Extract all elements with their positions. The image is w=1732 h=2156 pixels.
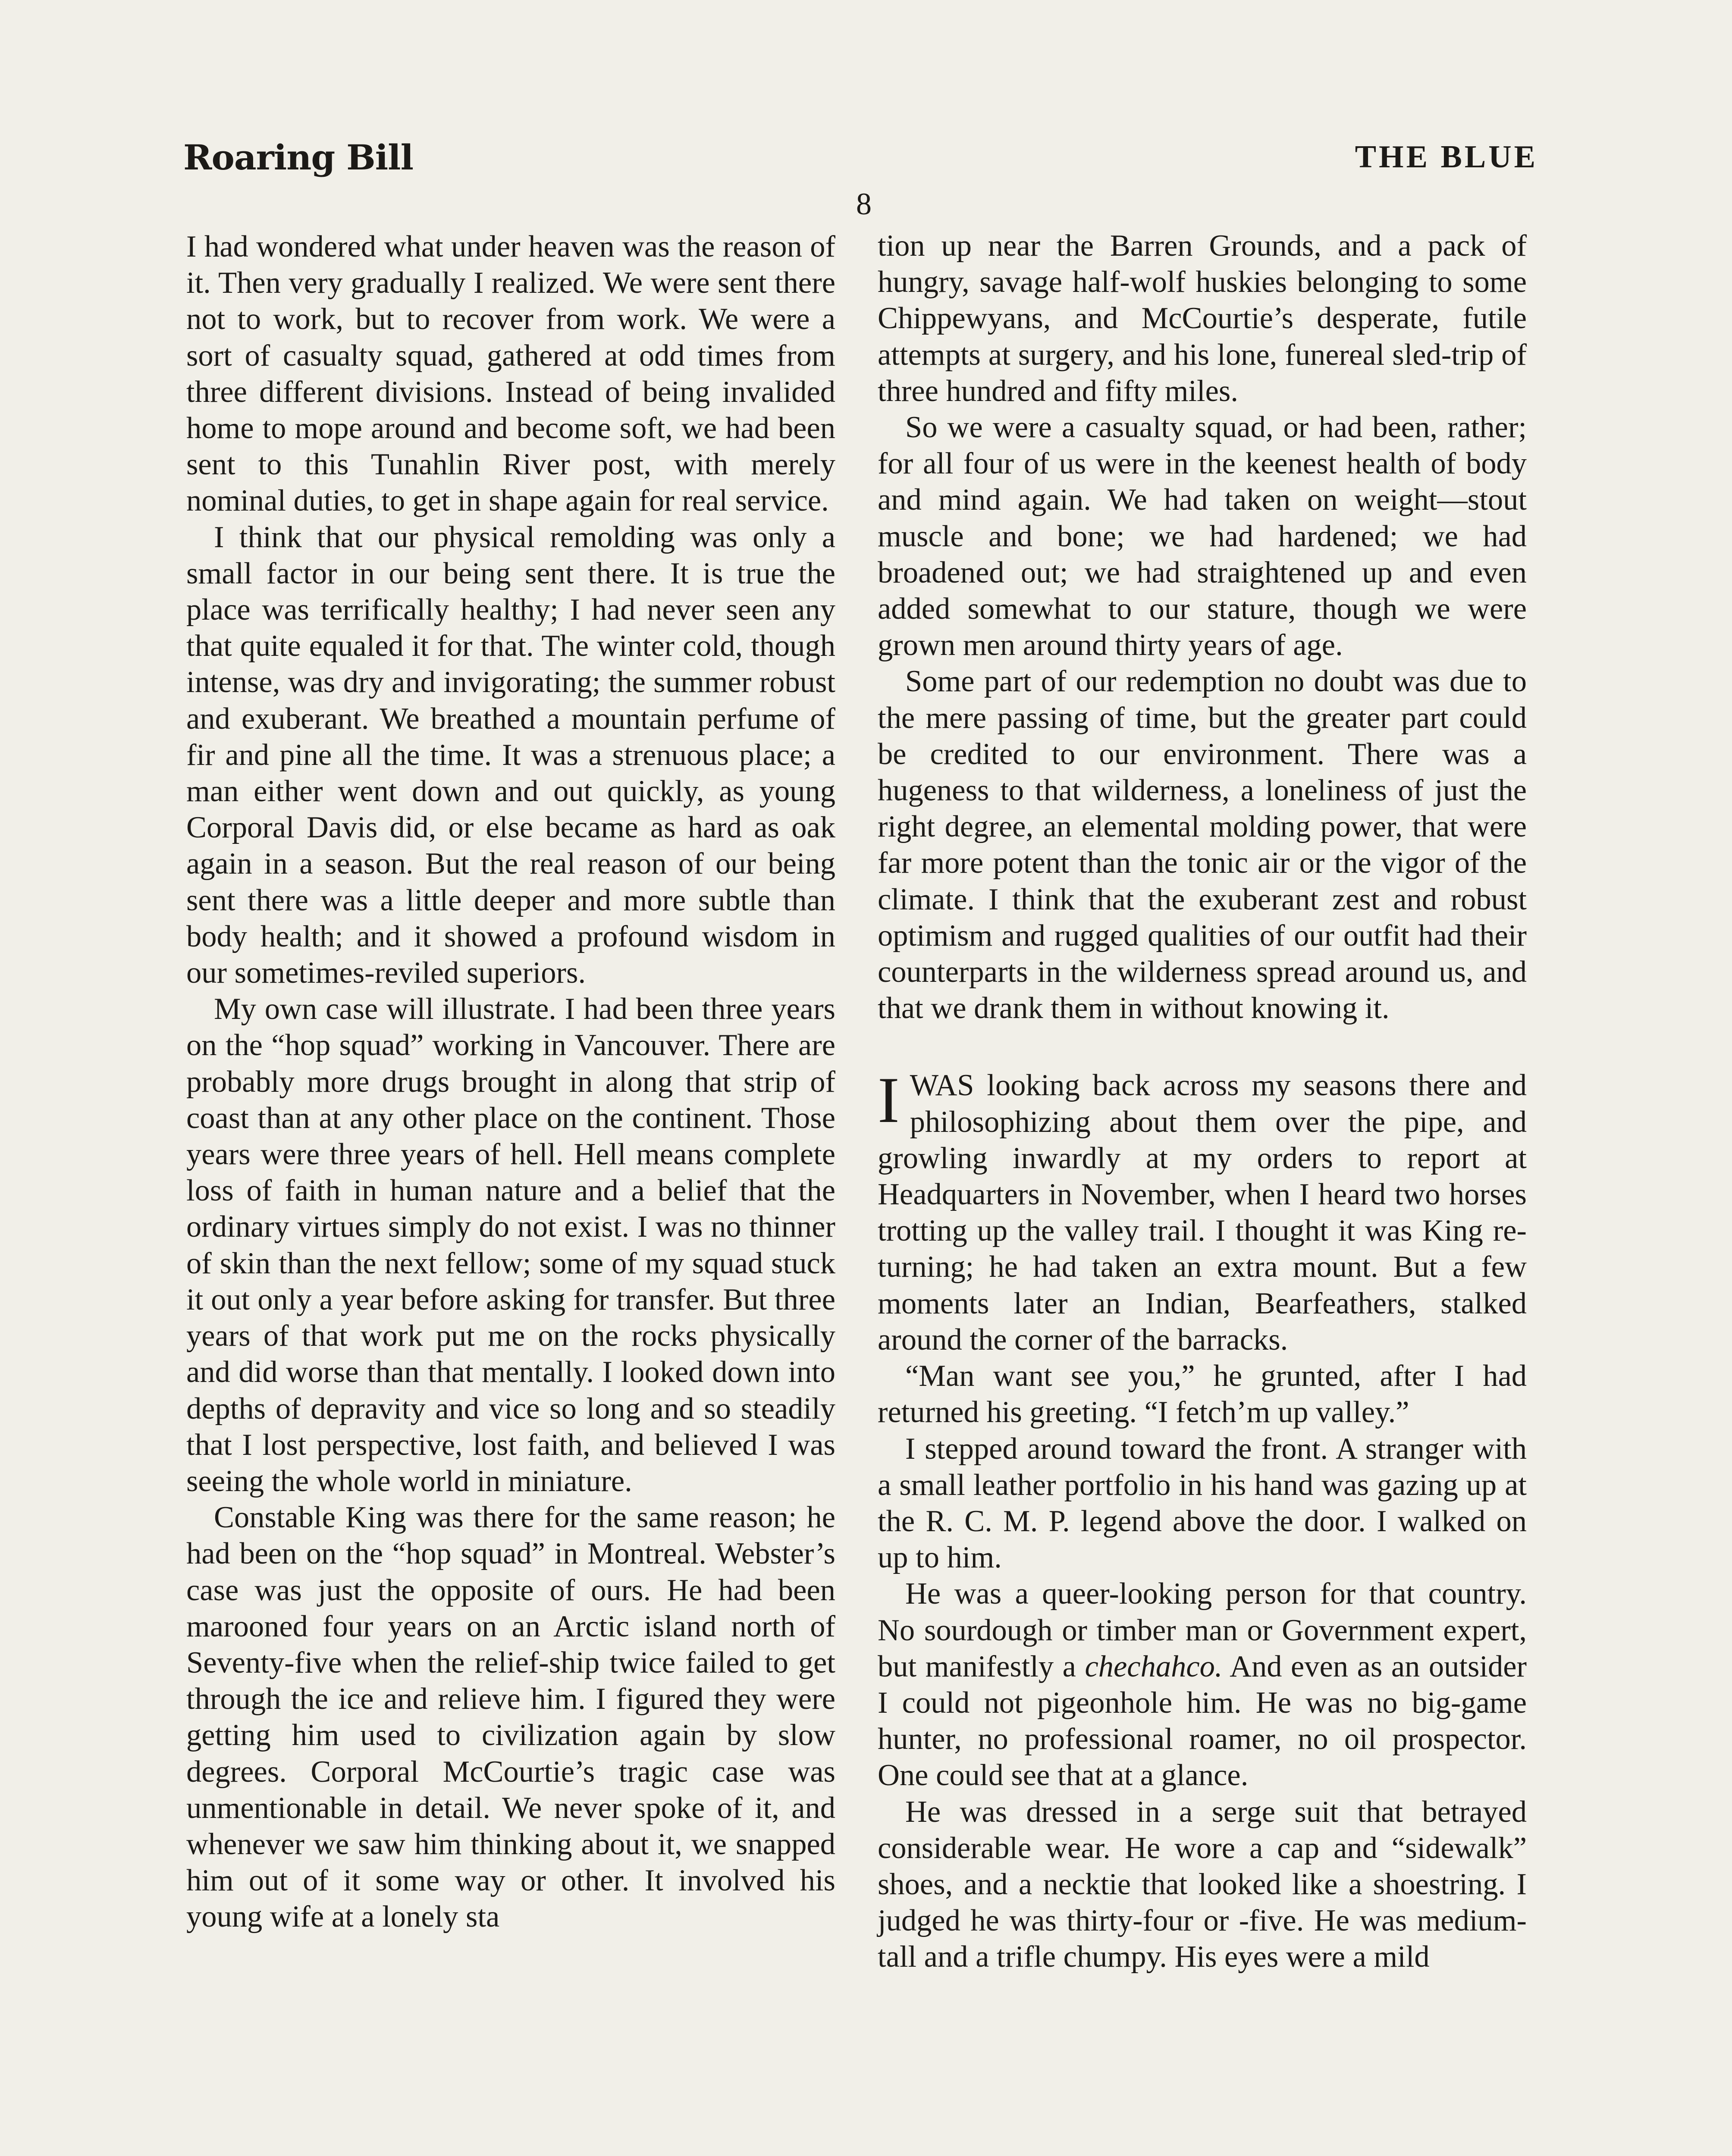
paragraph: “Man want see you,” he grunted, after I had returned his greeting. “I fetch’m up valley.” (878, 1359, 1527, 1429)
paragraph: I had wondered what under heaven was the reason of it. Then very gradually I realized. We were sent there not to work, but to recover from work. We were a sort of casualty squad, gathered at odd times from three different divisions. Instead of being invalided home to mope around and become soft, we had been sent to this Tunahlin River post, with merely nominal duties, to get in shape again for real service. (186, 230, 835, 518)
paragraph: tion up near the Barren Grounds, and a pack of hungry, savage half-wolf huskies belonging to some Chippewyans, and McCourtie’s desperate, futile attempts at surgery, and his lone, funereal sled-trip of three hundred and fifty miles. (878, 229, 1527, 408)
paragraph: I think that our physical remolding was only a small factor in our being sent there. It is true the place was terrifically healthy; I had never seen any that quite equaled it for that. The winter cold, though intense, was dry and invigorating; the summer robust and exuberant. We breathed a mountain perfume of fir and pine all the time. It was a strenuous place; a man either went down and out quickly, as young Corporal Davis did, or else became as hard as oak again in a season. But the real reason of our being sent there was a little deeper and more subtle than body health; and it showed a profound wisdom in our sometimes-reviled superiors. (186, 520, 835, 990)
magazine-title: THE BLUE (1355, 139, 1538, 175)
left-text-column (186, 229, 835, 1935)
story-title: Roaring Bill (183, 137, 413, 178)
paragraph (878, 1576, 1527, 1793)
paragraph: My own case will illustrate. I had been three years on the “hop squad” working in Vancouver. There are probably more drugs brought in along that strip of coast than at any other place on the continent. Those years were three years of hell. Hell means complete loss of faith in human nature and a belief that the ordinary virtues simply do not exist. I was no thinner of skin than the next fellow; some of my squad stuck it out only a year before asking for transfer. But three years of that work put me on the rocks physically and did worse than that mentally. I looked down into depths of depravity and vice so long and so steadily that I lost perspective, lost faith, and believed I was seeing the whole world in miniature. (186, 992, 835, 1498)
paragraph-text: He was a queer-looking person for that country. No sourdough or timber man or Government expert, but manifestly a (878, 1577, 1527, 1683)
drop-cap: I (878, 1064, 900, 1137)
paragraph-text: And even as an outsider I could not pigeonhole him. He was no big-game hunter, no professional roamer, no oil prospector. One could see that at a glance. (878, 1649, 1527, 1792)
right-text-column (878, 228, 1527, 1975)
paragraph-with-drop-cap (878, 1064, 1527, 1358)
paragraph: Some part of our redemption no doubt was due to the mere passing of time, but the greater part could be credited to our environment. There was a hugeness to that wilderness, a loneliness of just the right degree, an elemental molding power, that were far more potent than the tonic air or the vigor of the climate. I think that the exuberant zest and robust optimism and rugged qualities of our outfit had their counterparts in the wilderness spread around us, and that we drank them in without knowing it. (878, 664, 1527, 1025)
page-number: 8 (856, 187, 872, 221)
section-break (878, 1026, 1527, 1067)
paragraph-text: WAS looking back across my seasons there and philosophizing about them over the pipe, and growling inwardly at my orders to report at Headquarters in November, when I heard two horses trotting up the valley trail. I thought it was King returning; he had taken an extra mount. But a few moments later an Indian, Bearfeathers, stalked around the corner of the barracks. (878, 1069, 1527, 1357)
paragraph: So we were a casualty squad, or had been, rather; for all four of us were in the keenest health of body and mind again. We had taken on weight—stout muscle and bone; we had hardened; we had broadened out; we had straightened up and even added somewhat to our stature, though we were grown men around thirty years of age. (878, 411, 1527, 662)
paragraph: Constable King was there for the same reason; he had been on the “hop squad” in Montreal. Webster’s case was just the opposite of ours. He had been marooned four years on an Arctic island north of Seventy-five when the relief-ship twice failed to get through the ice and relieve him. I figured they were getting him used to civilization again by slow degrees. Corporal McCourtie’s tragic case was unmentionable in detail. We never spoke of it, and whenever we saw him thinking about it, we snapped him out of it some way or other. It involved his young wife at a lonely sta (186, 1501, 835, 1934)
paragraph: I stepped around toward the front. A stranger with a small leather portfolio in his hand was gazing up at the R. C. M. P. legend above the door. I walked on up to him. (878, 1432, 1527, 1575)
paragraph: He was dressed in a serge suit that betrayed considerable wear. He wore a cap and “sidewalk” shoes, and a necktie that looked like a shoestring. I judged he was thirty-four or -five. He was medium-tall and a trifle chumpy. His eyes were a mild (878, 1795, 1527, 1974)
italic-word: chechahco. (1085, 1649, 1223, 1683)
